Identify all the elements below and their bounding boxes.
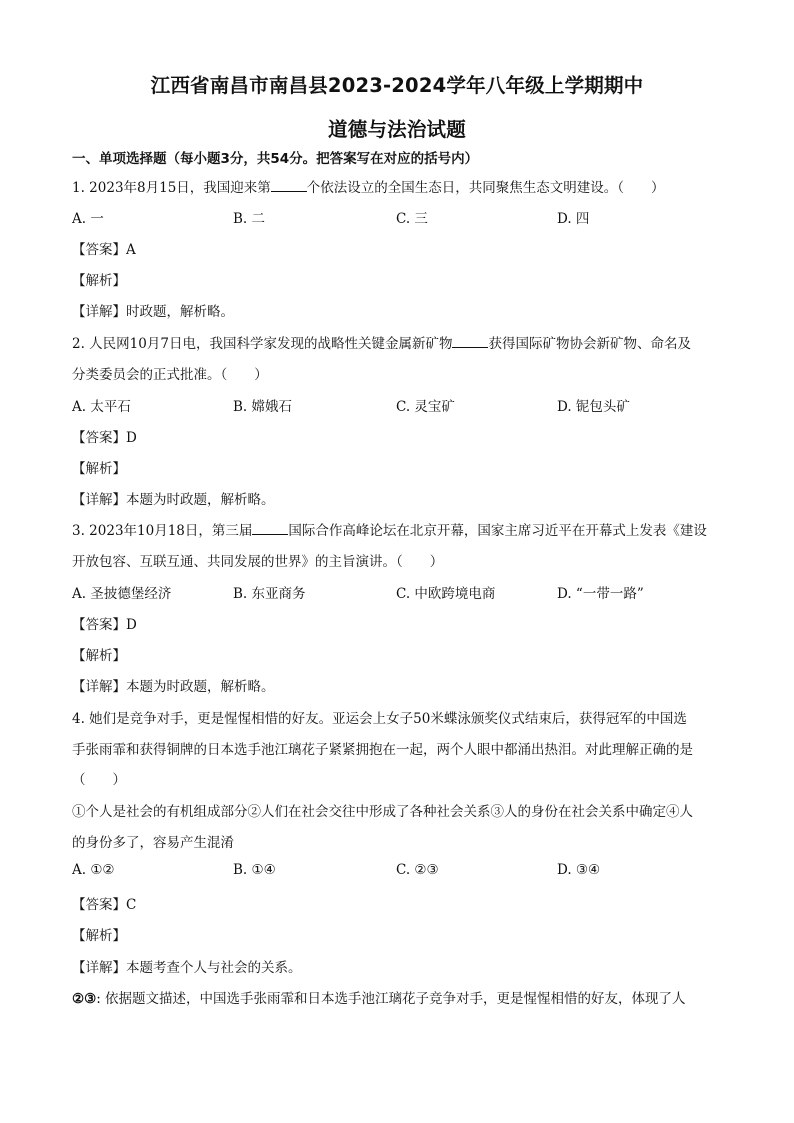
question-1-option-d: D. 四 — [557, 211, 590, 227]
question-4-option-d: D. ③④ — [557, 862, 601, 878]
question-3-answer: 【答案】D — [72, 617, 137, 633]
section-heading: 一、单项选择题（每小题3分，共54分。把答案写在对应的括号内） — [72, 151, 479, 167]
question-2-detail: 【详解】本题为时政题，解析略。 — [72, 492, 275, 508]
question-3-option-b: B. 东亚商务 — [233, 586, 306, 602]
question-2-option-a: A. 太平石 — [72, 399, 131, 415]
question-1-stem-b: 个依法设立的全国生态日，共同聚焦生态文明建设。（ ） — [306, 180, 665, 196]
question-1-answer: 【答案】A — [72, 242, 136, 258]
question-3-option-d: D. “一带一路” — [557, 586, 644, 602]
question-3-stem-b: 国际合作高峰论坛在北京开幕，国家主席习近平在开幕式上发表《建设 — [288, 523, 707, 539]
question-1-stem — [72, 176, 665, 196]
question-2-answer: 【答案】D — [72, 430, 137, 446]
question-2-option-c: C. 灵宝矿 — [396, 399, 455, 415]
question-2-stem-c: 分类委员会的正式批准。（ ） — [72, 367, 268, 383]
question-4-stem-b: 手张雨霏和获得铜牌的日本选手池江璃花子紧紧拥抱在一起，两个人眼中都涌出热泪。对此理解正确的是 — [72, 742, 693, 758]
document-subtitle: 道德与法治试题 — [328, 118, 466, 141]
question-1-detail: 【详解】时政题，解析略。 — [72, 304, 234, 320]
question-2-stem — [72, 332, 691, 352]
question-4-detail-2-text: : 依据题文描述，中国选手张雨霏和日本选手池江璃花子竞争对手，更是惺惺相惜的好友，体现了人 — [96, 991, 686, 1007]
fill-blank — [271, 181, 307, 192]
document-title: 江西省南昌市南昌县2023-2024学年八年级上学期期中 — [150, 74, 644, 97]
question-4-analysis: 【解析】 — [72, 928, 126, 944]
question-4-detail-2-mark: ②③ — [72, 991, 97, 1007]
question-4-option-b: B. ①④ — [233, 862, 276, 878]
question-4-stem-c: （ ） — [72, 772, 126, 788]
question-3-option-c: C. 中欧跨境电商 — [396, 586, 496, 602]
question-2-option-b: B. 嫦娥石 — [233, 399, 293, 415]
question-1-analysis: 【解析】 — [72, 273, 126, 289]
question-2-stem-b: 获得国际矿物协会新矿物、命名及 — [488, 336, 691, 352]
question-4-stem-d: ①个人是社会的有机组成部分②人们在社会交往中形成了各种社会关系③人的身份在社会关系中确定④人 — [72, 804, 693, 820]
fill-blank — [452, 337, 488, 348]
question-2-option-d: D. 铌包头矿 — [557, 399, 630, 415]
question-3-stem-c: 开放包容、互联互通、共同发展的世界》的主旨演讲。（ ） — [72, 554, 444, 570]
question-3-analysis: 【解析】 — [72, 648, 126, 664]
question-1-option-b: B. 二 — [233, 211, 266, 227]
question-1-option-a: A. 一 — [72, 211, 104, 227]
question-4-option-c: C. ②③ — [396, 862, 439, 878]
question-4-option-a: A. ①② — [72, 862, 115, 878]
question-3-stem — [72, 519, 707, 539]
question-3-stem-a: 3. 2023年10月18日，第三届 — [72, 523, 253, 539]
question-4-stem-a: 4. 她们是竞争对手，更是惺惺相惜的好友。亚运会上女子50米蝶泳颁奖仪式结束后，获得冠军的中国选 — [72, 711, 687, 727]
fill-blank — [252, 524, 288, 535]
question-2-analysis: 【解析】 — [72, 461, 126, 477]
question-1-option-c: C. 三 — [396, 211, 428, 227]
question-1-stem-a: 1. 2023年8月15日，我国迎来第 — [72, 180, 271, 196]
question-4-detail: 【详解】本题考查个人与社会的关系。 — [72, 960, 302, 976]
question-2-stem-a: 2. 人民网10月7日电，我国科学家发现的战略性关键金属新矿物 — [72, 336, 453, 352]
question-4-detail-2 — [72, 987, 686, 1007]
question-3-detail: 【详解】本题为时政题，解析略。 — [72, 679, 275, 695]
question-3-option-a: A. 圣披德堡经济 — [72, 586, 172, 602]
question-4-stem-e: 的身份多了，容易产生混淆 — [72, 835, 234, 851]
question-4-answer: 【答案】C — [72, 897, 137, 913]
